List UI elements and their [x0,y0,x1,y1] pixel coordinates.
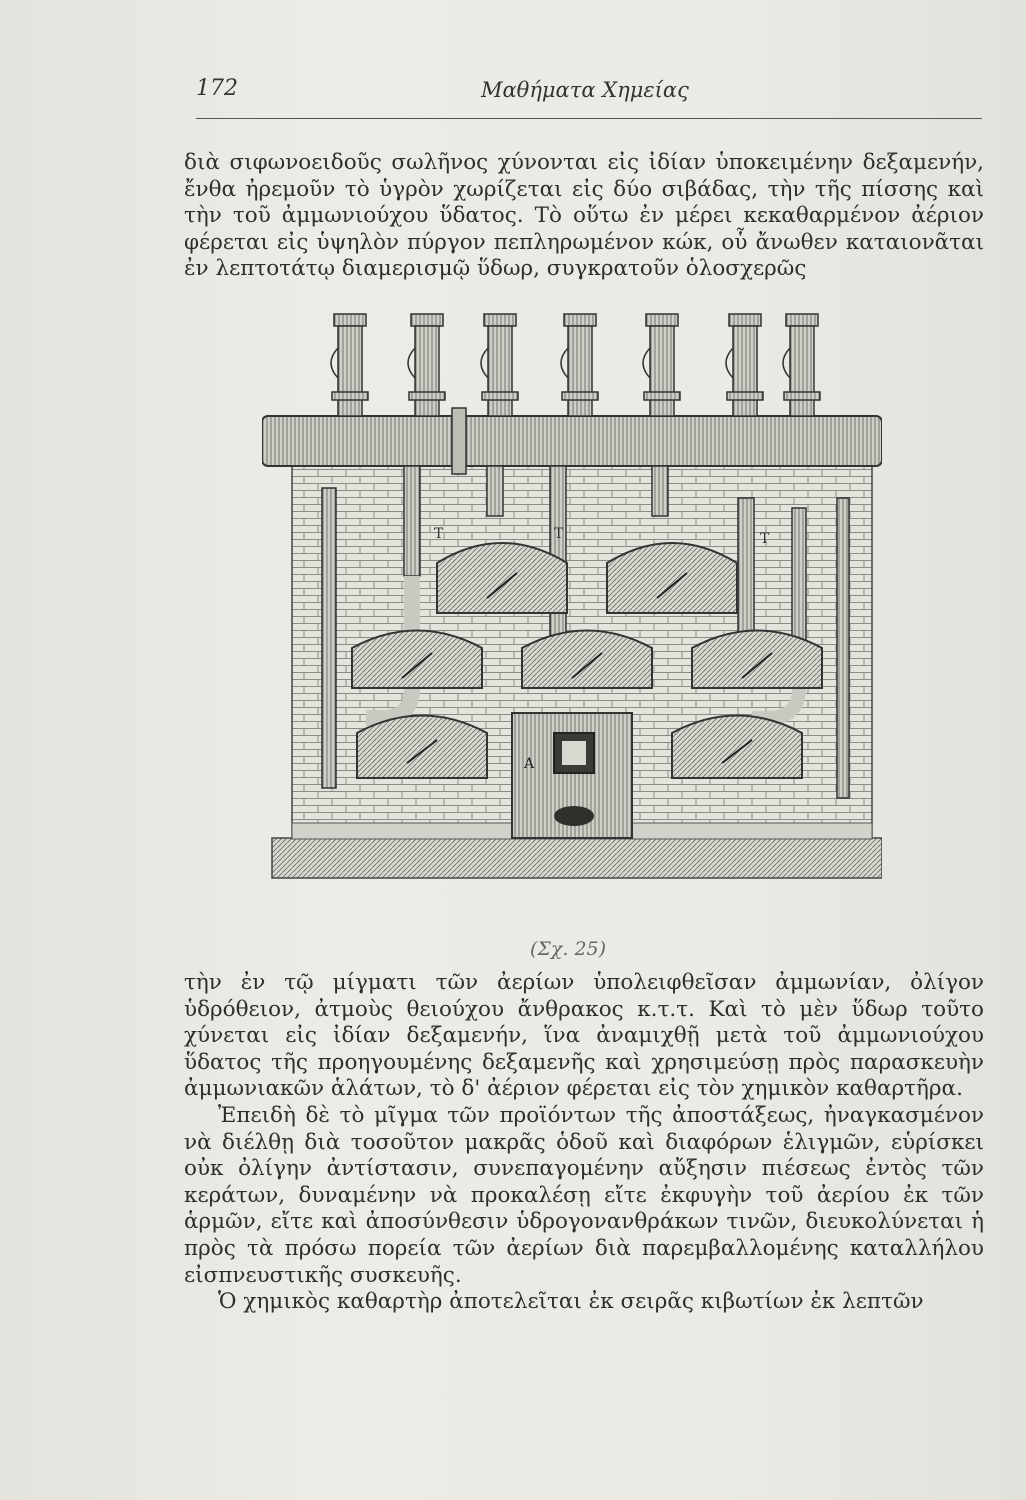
paragraphs-bottom [184,970,984,1316]
paragraph-epeidi: Ἐπειδὴ δὲ τὸ μῖγμα τῶν προϊόντων τῆς ἀποστάξεως, ἠναγκασμένον νὰ διέλθῃ διὰ τοσοῦτον μακρᾶς ὁδοῦ καὶ διαφόρων ἑλιγμῶν, εὑρίσκει οὐκ ὀλίγην ἀντίστασιν, συνεπαγομένην αὔξησιν πιέσεως ἐντὸς τῶν κεράτων, δυναμένην νὰ προκαλέσῃ εἴτε ἐκφυγὴν τοῦ ἀερίου ἐκ τῶν ἁρμῶν, εἴτε καὶ ἀποσύνθεσιν ὑδρογονανθράκων τινῶν, διευκολύνεται ἡ πρὸς τὰ πρόσω πορεία τῶν ἀερίων διὰ παρεμβαλλομένης καταλλήλου εἰσπνευστικῆς συσκευῆς. [184,1102,984,1288]
standpipes [331,314,820,416]
label-a: A [524,756,535,772]
label-t-mid: T [554,526,564,542]
label-t-left: T [434,526,444,542]
figure-caption: (Σχ. 25) [530,938,607,960]
retort-furnace-figure [262,308,882,908]
paragraph-top [184,150,984,283]
paragraph-top-text: διὰ σιφωνοειδοῦς σωλῆνος χύνονται εἰς ἰδίαν ὑποκειμένην δεξαμενήν, ἔνθα ἠρεμοῦν τὸ ὑγρὸν χωρίζεται εἰς δύο σιβάδας, τὴν τῆς πίσσης καὶ τὴν τοῦ ἀμμωνιούχου ὕδατος. Τὸ οὕτω ἐν μέρει κεκαθαρμένον ἀέριον φέρεται εἰς ὑψηλὸν πύργον πεπληρωμένον κώκ, οὗ ἄνωθεν καταιονᾶται ἐν λεπτοτάτῳ διαμερισμῷ ὕδωρ, συγκρατοῦν ὁλοσχερῶς [184,150,984,282]
running-title: Μαθήματα Χημείας [481,78,689,102]
label-t-right: T [760,531,770,547]
page-number: 172 [196,76,238,101]
paragraph-chemical-purifier: Ὁ χημικὸς καθαρτὴρ ἀποτελεῖται ἐκ σειρᾶς κιβωτίων ἐκ λεπτῶν [218,1289,924,1315]
furnace-engraving [262,308,882,908]
page-header [196,68,982,119]
paragraph-continuation: τὴν ἐν τῷ μίγματι τῶν ἀερίων ὑπολειφθεῖσαν ἀμμωνίαν, ὀλίγον ὑδρόθειον, ἀτμοὺς θειούχου ἄνθρακος κ.τ.τ. Καὶ τὸ μὲν ὕδωρ τοῦτο χύνεται εἰς ἰδίαν δεξαμενήν, ἵνα ἀναμιχθῇ μετὰ τοῦ ἀμμωνιούχου ὕδατος τῆς προηγουμένης δεξαμενῆς καὶ χρησιμεύσῃ πρὸς παρασκευὴν ἀμμωνιακῶν ἁλάτων, τὸ δ' ἀέριον φέρεται εἰς τὸν χημικὸν καθαρτῆρα. [184,970,984,1102]
